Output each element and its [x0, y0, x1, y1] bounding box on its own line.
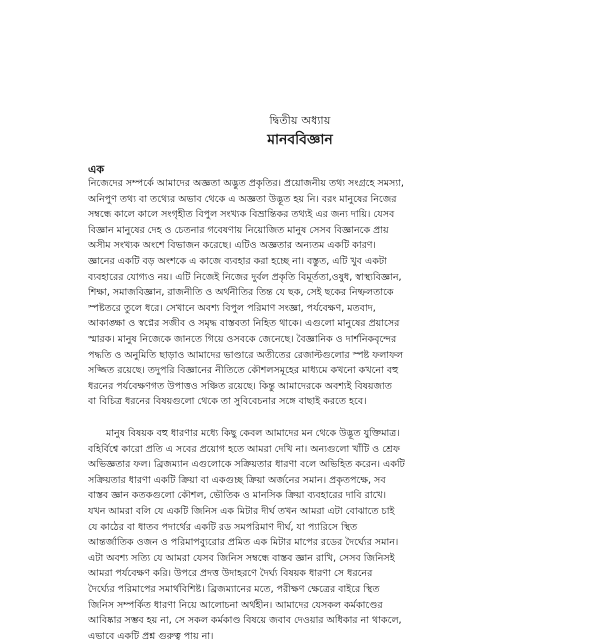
text-line: বা বিচিত্র ধরনের বিষয়গুলো থেকে তা সুবিবেচনার সঙ্গে বাছাই করতে হবে।: [88, 396, 367, 408]
text-line: বাস্তব জ্ঞান কতকগুলো কৌশল, ভৌতিক ও মানসিক ক্রিয়া ব্যবহারের দাবি রাখে।: [88, 490, 387, 502]
text-line: বিজ্ঞান মানুষের দেহ ও চেতনার গবেষণায় নিয়োজিত মানুষ সেসব বিজ্ঞানকে প্রায়: [88, 224, 389, 236]
text-line: শিক্ষা, সমাজবিজ্ঞান, রাজনীতি ও অর্থনীতির তিন্ত যে ছক, সেই ছকের নিষ্ফলতাকে: [88, 287, 394, 299]
text-line: আবিষ্কার সম্ভব হয় না, সে সকল কর্মকাণ্ড বিষয়ে জবাব দেওয়ার অধিকার না থাকলে,: [88, 615, 402, 627]
text-line: সক্রিয়তার ধারণা একটি ক্রিয়া বা একগুচ্ছ ক্রিয়া অর্জনের সমান। প্রকৃতপক্ষে, সব: [88, 474, 386, 486]
text-line: ধরনের পর্যবেক্ষণগত উপাত্তও সঞ্চিত রয়েছে। কিন্তু আমাদেরকে অবশ্যই বিষয়জাত: [88, 380, 392, 392]
text-line: যখন আমরা বলি যে একটি জিনিস এক মিটার দীর্ঘ তখন আমরা এটা বোঝাতে চাই: [88, 505, 395, 517]
text-line: জ্ঞানের একটি বড় অংশকে এ কাজে ব্যবহার করা হচ্ছে না। বস্তুত, এটি খুব একটা: [88, 255, 387, 267]
text-line: সজ্জিত রয়েছে। তদুপরি বিজ্ঞানের নীতিতে কৌশলসমূহের মাধ্যমে কখনো কখনো বহু: [88, 365, 399, 377]
text-line: অসীম সংখ্যক অংশে বিভাজন করেছে। এটিও অজ্ঞতার অন্যতম একটি কারণ।: [88, 240, 376, 252]
section-heading: এক: [88, 163, 105, 176]
text-line: মানুষ বিষয়ক বহু ধারণার মধ্যে কিছু কেবল আমাদের মন থেকে উদ্ভূত যুক্তিমাত্র।: [106, 428, 400, 439]
text-line: আন্তর্জাতিক ওজন ও পরিমাপব্যুরোর প্রমিত এক মিটার মাপের রডের দৈর্ঘ্যের সমান।: [88, 537, 399, 549]
paragraph-2: [88, 426, 504, 644]
text-line: যে কাঠের বা ধাতব পদার্থের একটি রড সমপরিমাণ দীর্ঘ, যা প্যারিসে স্থিত: [88, 521, 358, 533]
text-line: সম্বন্ধে কালে কালে সংগৃহীত বিপুল সংখ্যক বিভ্রান্তিকর তথ্যই এর জন্য দায়ি। যেসব: [88, 209, 395, 221]
text-line: দৈর্ঘ্যের পরিমাপের সমার্থবিশিষ্ট। ব্রিজম্যানের মতে, পরীক্ষণ ক্ষেত্রের বাইরে স্থিত: [88, 583, 380, 595]
text-line: বহির্বিশ্বে কারো প্রতি এ সবের প্রয়োগ হতে আমরা দেখি না। অন্যগুলো খাঁটি ও শ্রেফ: [88, 443, 400, 455]
text-line: স্পষ্টতরে তুলে ধরে। সেখানে অবশ্য বিপুল পরিমাণ সংজ্ঞা, পর্যবেক্ষণ, মতবাদ,: [88, 302, 376, 314]
text-line: ব্যবহারের যোগ্যও নয়। এটি নিজেই নিজের দুর্বল প্রকৃতি বিমূর্ততা,ওষুধ, স্বাস্থ্যবিজ্ঞান,: [88, 271, 402, 283]
text-line: এটা অবশ্য সত্যি যে আমরা যেসব জিনিস সম্বন্ধে বাস্তব জ্ঞান রাখি, সেসব জিনিসই: [88, 552, 395, 564]
paragraph-1: [88, 176, 504, 410]
text-line: স্মারক। মানুষ নিজেকে জানতে গিয়ে ওসবকে জেনেছে। বৈজ্ঞানিক ও দার্শনিকবৃন্দের: [88, 333, 397, 345]
text-line: আমরা পর্যবেক্ষণ করি। উপরে প্রদত্ত উদাহরণে দৈর্ঘ্য বিষয়ক ধারণা সে ধরনের: [88, 568, 373, 580]
text-line: পদ্ধতি ও অনুমিতি ছাড়াও আমাদের ভাণ্ডারে অতীতের রেজাল্টগুলোর স্পষ্ট ফলাফল: [88, 349, 404, 361]
chapter-title: মানববিজ্ঞান: [267, 132, 333, 148]
text-line: অভিজ্ঞতার ফল। ব্রিজম্যান এগুলোকে সক্রিয়তার ধারণা বলে অভিহিত করেন। একটি: [88, 459, 405, 471]
text-line: জিনিস সম্পর্কিত ধারণা নিয়ে আলোচনা অর্থহীন। আমাদের যেসকল কর্মকাণ্ডের: [88, 599, 383, 611]
text-line: এভাবে একটি প্রশ্ন গুরুত্ব পায় না।: [88, 630, 214, 642]
text-line: অনিপুণ তথ্য বা তথ্যের অভাব থেকে এ অজ্ঞতা উদ্ভূত হয় নি। বরং মানুষের নিজের: [88, 193, 397, 205]
chapter-label: দ্বিতীয় অধ্যায়: [269, 114, 331, 127]
text-line: আকাঙ্ক্ষা ও স্বপ্নের সজীব ও সমৃদ্ধ বাস্তবতা নিহিত থাকে। এগুলো মানুষের প্রয়াসের: [88, 318, 400, 330]
text-line: নিজেদের সম্পর্কে আমাদের অজ্ঞতা অদ্ভুত প্রকৃতির। প্রয়োজনীয় তথ্য সংগ্রহে সমস্যা,: [88, 178, 404, 189]
